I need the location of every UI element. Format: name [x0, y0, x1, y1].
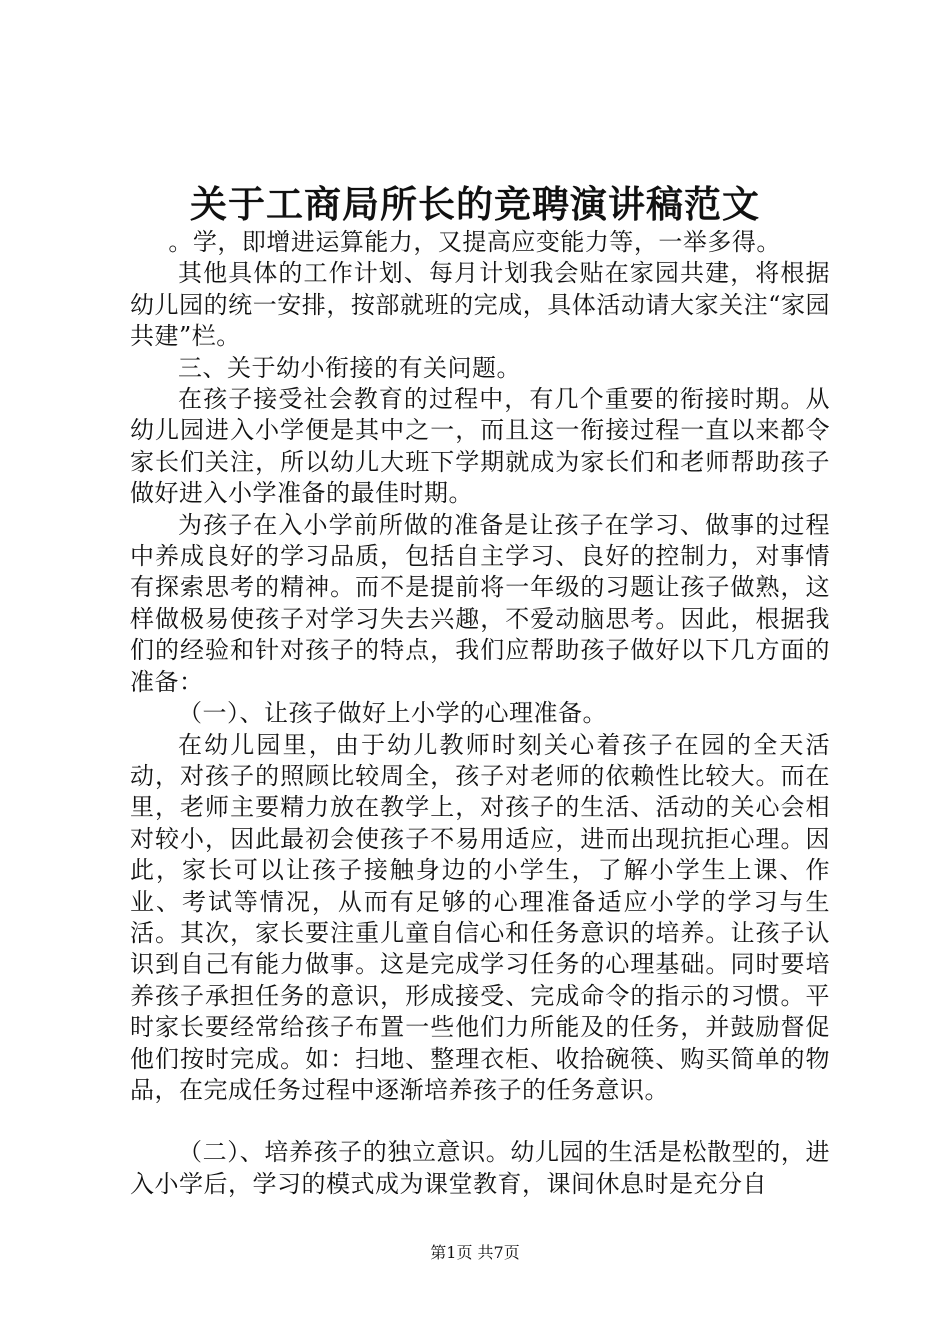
paragraph: 为孩子在入小学前所做的准备是让孩子在学习、做事的过程中养成良好的学习品质，包括自主学习、良好的控制力，对事情有探索思考的精神。而不是提前将一年级的习题让孩子做熟，这样做极易使孩子对学习失去兴趣，不爱动脑思考。因此，根据我们的经验和针对孩子的特点，我们应帮助孩子做好以下几方面的准备：	[130, 510, 830, 696]
paragraph: 其他具体的工作计划、每月计划我会贴在家园共建，将根据幼儿园的统一安排，按部就班的完成，具体活动请大家关注“家园共建”栏。	[130, 259, 830, 351]
document-title: 关于工商局所长的竞聘演讲稿范文	[190, 182, 760, 226]
paragraph: （二）、培养孩子的独立意识。幼儿园的生活是松散型的，进入小学后，学习的模式成为课堂教育，课间休息时是充分自	[130, 1138, 830, 1198]
paragraph: 。学，即增进运算能力，又提高应变能力等，一举多得。	[168, 228, 781, 256]
section-heading: 三、关于幼小衔接的有关问题。	[178, 353, 521, 382]
page-footer: 第1页 共7页	[430, 1243, 520, 1262]
paragraph: 在幼儿园里，由于幼儿教师时刻关心着孩子在园的全天活动，对孩子的照顾比较周全，孩子对老师的依赖性比较大。而在里，老师主要精力放在教学上，对孩子的生活、活动的关心会相对较小，因此最初会使孩子不易用适应，进而出现抗拒心理。因此，家长可以让孩子接触身边的小学生，了解小学生上课、作业、考试等情况，从而有足够的心理准备适应小学的学习与生活。其次，家长要注重儿童自信心和任务意识的培养。让孩子认识到自己有能力做事。这是完成学习任务的心理基础。同时要培养孩子承担任务的意识，形成接受、完成命令的指示的习惯。平时家长要经常给孩子布置一些他们力所能及的任务，并鼓励督促他们按时完成。如：扫地、整理衣柜、收拾碗筷、购买简单的物品，在完成任务过程中逐渐培养孩子的任务意识。	[130, 730, 830, 1104]
subsection-heading: （一）、让孩子做好上小学的心理准备。	[178, 699, 607, 728]
paragraph: 在孩子接受社会教育的过程中，有几个重要的衔接时期。从幼儿园进入小学便是其中之一，而且这一衔接过程一直以来都令家长们关注，所以幼儿大班下学期就成为家长们和老师帮助孩子做好进入小学准备的最佳时期。	[130, 385, 830, 508]
document-body	[130, 227, 830, 1200]
